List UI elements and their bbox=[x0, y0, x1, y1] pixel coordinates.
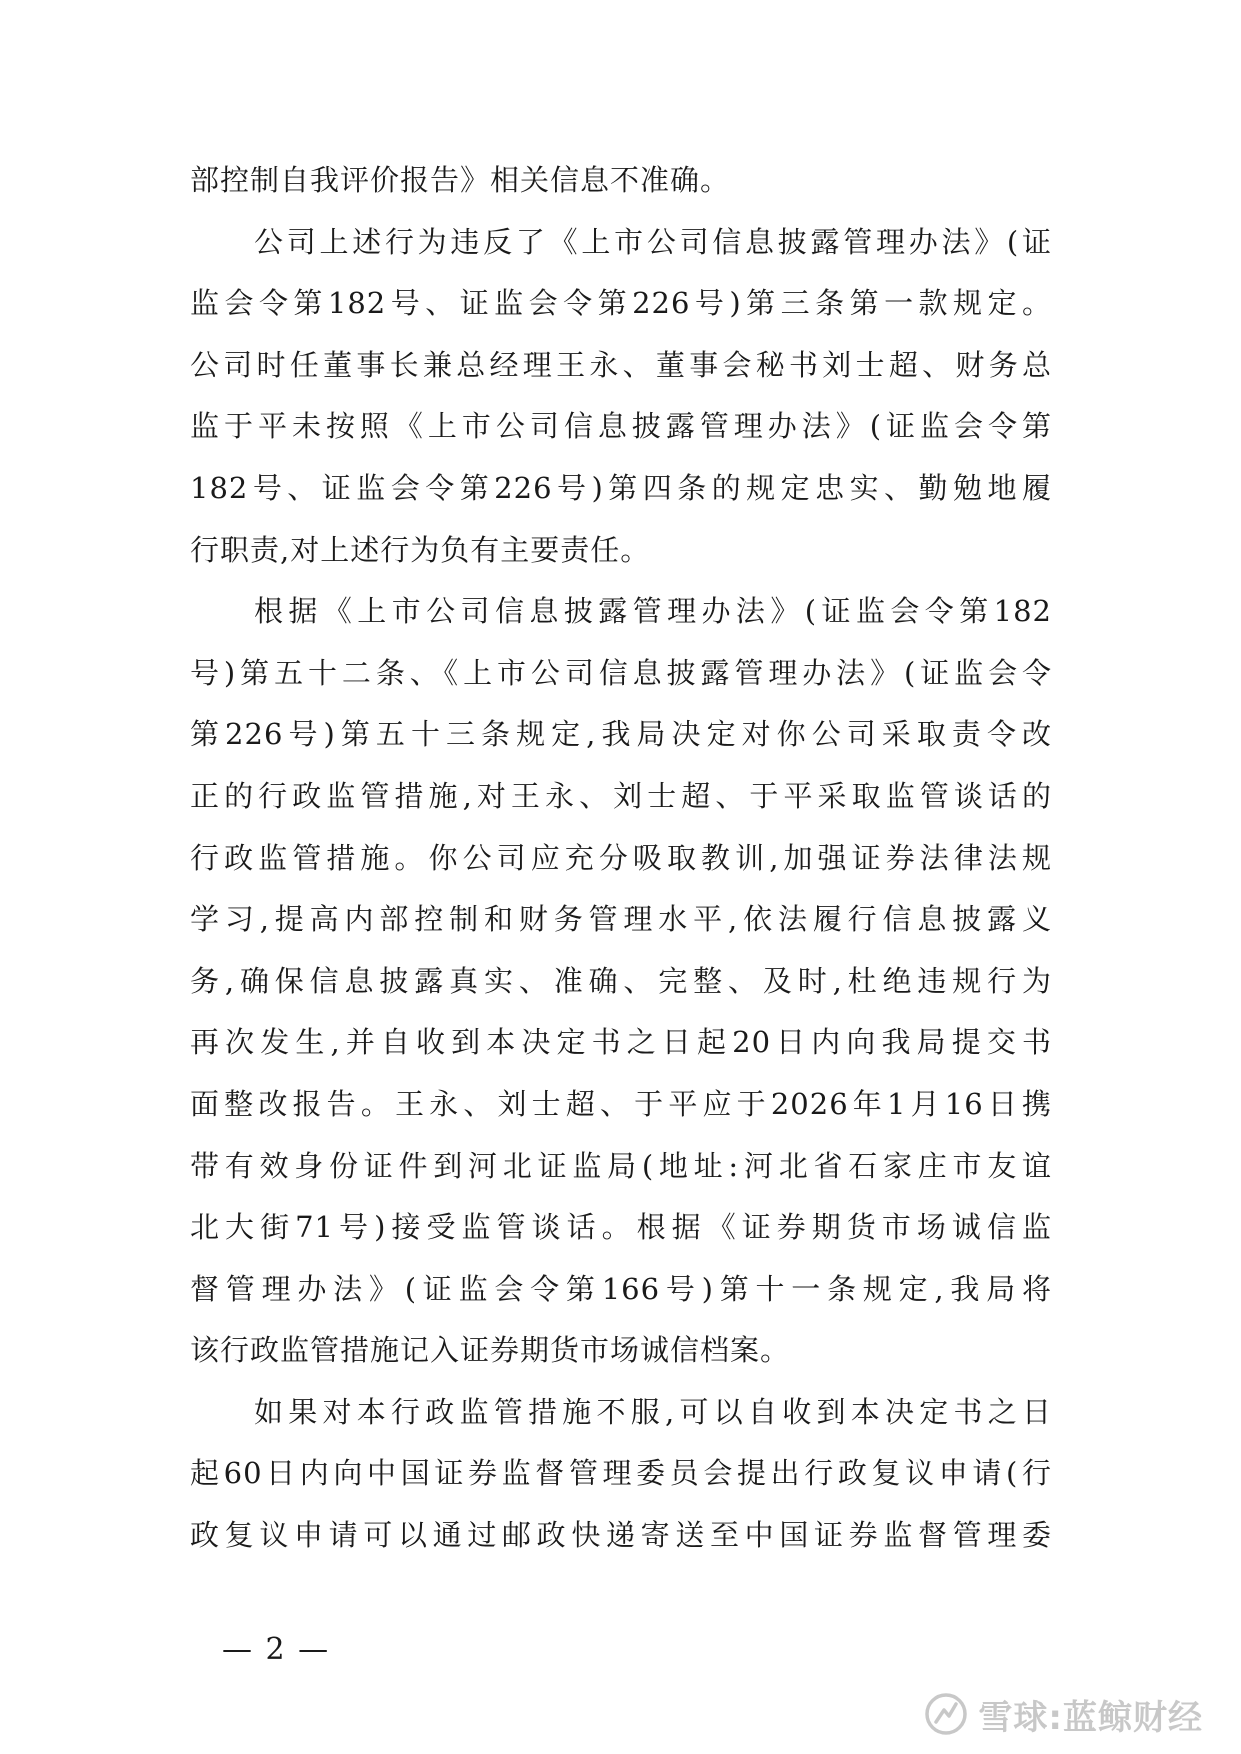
watermark bbox=[924, 1690, 1203, 1738]
text-line: 监会令第182号、证监会令第226号)第三条第一款规定。 bbox=[190, 286, 1052, 321]
paragraph-start-line: 公司上述行为违反了《上市公司信息披露管理办法》(证 bbox=[254, 224, 1052, 259]
text-line: 学习,提高内部控制和财务管理水平,依法履行信息披露义 bbox=[190, 902, 1052, 937]
text-line: 面整改报告。王永、刘士超、于平应于2026年1月16日携 bbox=[190, 1086, 1052, 1121]
text-line: 公司时任董事长兼总经理王永、董事会秘书刘士超、财务总 bbox=[190, 347, 1052, 382]
text-line: 该行政监管措施记入证券期货市场诚信档案。 bbox=[190, 1333, 791, 1368]
text-line: 部控制自我评价报告》相关信息不准确。 bbox=[190, 163, 731, 197]
text-line: 182号、证监会令第226号)第四条的规定忠实、勤勉地履 bbox=[190, 470, 1052, 505]
paragraph-start-line: 根据《上市公司信息披露管理办法》(证监会令第182 bbox=[254, 594, 1052, 629]
text-line: 北大街71号)接受监管谈话。根据《证券期货市场诚信监 bbox=[190, 1210, 1052, 1245]
text-line: 政复议申请可以通过邮政快递寄送至中国证券监督管理委 bbox=[190, 1518, 1052, 1553]
text-line: 号)第五十二条、《上市公司信息披露管理办法》(证监会令 bbox=[190, 655, 1052, 690]
text-line: 监于平未按照《上市公司信息披露管理办法》(证监会令第 bbox=[190, 409, 1052, 444]
document-body bbox=[190, 150, 1052, 1567]
text-line: 带有效身份证件到河北证监局(地址:河北省石家庄市友谊 bbox=[190, 1148, 1052, 1183]
text-line: 督管理办法》(证监会令第166号)第十一条规定,我局将 bbox=[190, 1271, 1052, 1306]
text-line: 行职责,对上述行为负有主要责任。 bbox=[190, 532, 651, 567]
text-line: 正的行政监管措施,对王永、刘士超、于平采取监管谈话的 bbox=[190, 778, 1052, 813]
text-line: 第226号)第五十三条规定,我局决定对你公司采取责令改 bbox=[190, 717, 1052, 752]
watermark-text: 雪球:蓝鲸财经 bbox=[978, 1697, 1203, 1738]
snowball-logo-icon bbox=[924, 1692, 968, 1736]
text-line: 务,确保信息披露真实、准确、完整、及时,杜绝违规行为 bbox=[190, 963, 1052, 998]
text-line: 行政监管措施。你公司应充分吸取教训,加强证券法律法规 bbox=[190, 840, 1052, 875]
paragraph-start-line: 如果对本行政监管措施不服,可以自收到本决定书之日 bbox=[254, 1394, 1052, 1429]
page-number: — 2 — bbox=[222, 1632, 331, 1667]
text-line: 再次发生,并自收到本决定书之日起20日内向我局提交书 bbox=[190, 1025, 1052, 1060]
text-line: 起60日内向中国证券监督管理委员会提出行政复议申请(行 bbox=[190, 1456, 1052, 1491]
